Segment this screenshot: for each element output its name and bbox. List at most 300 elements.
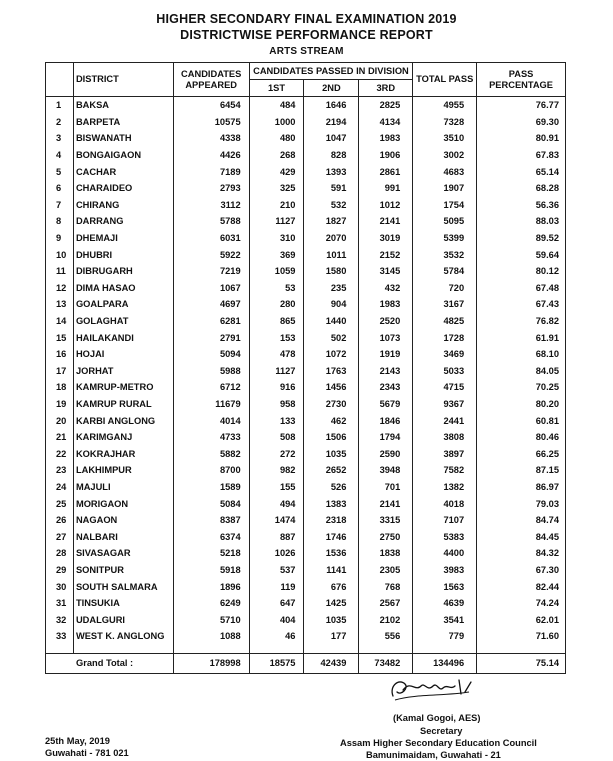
cell-2nd: 177 [304,628,359,645]
signature [385,672,495,706]
cell-1st: 429 [249,163,304,180]
cell-appeared: 4426 [173,147,249,164]
cell-2nd: 235 [304,280,359,297]
cell-3rd: 3145 [359,263,413,280]
cell-2nd: 2730 [304,396,359,413]
table-body [46,97,566,674]
cell-pass-pct: 86.97 [477,479,566,496]
cell-district: KAMRUP RURAL [73,396,173,413]
cell-sl-no: 32 [46,611,74,628]
cell-sl-no: 28 [46,545,74,562]
cell-3rd: 2590 [359,445,413,462]
cell-1st: 268 [249,147,304,164]
cell-pass-pct: 76.77 [477,97,566,114]
table-row [46,197,566,214]
cell-appeared: 1589 [173,479,249,496]
cell-total-pass: 1754 [413,197,477,214]
grand-total-appeared: 178998 [173,653,249,673]
cell-total-pass: 4018 [413,495,477,512]
cell-1st: 369 [249,246,304,263]
cell-district: NALBARI [73,528,173,545]
cell-pass-pct: 67.48 [477,280,566,297]
table-row [46,263,566,280]
cell-1st: 916 [249,379,304,396]
cell-district: GOLAGHAT [73,313,173,330]
cell-2nd: 2070 [304,230,359,247]
cell-3rd: 2343 [359,379,413,396]
cell-sl-no: 11 [46,263,74,280]
cell-sl-no: 22 [46,445,74,462]
cell-total-pass: 3002 [413,147,477,164]
table-row [46,296,566,313]
cell-sl-no: 3 [46,130,74,147]
cell-3rd: 2750 [359,528,413,545]
cell-2nd: 1440 [304,313,359,330]
cell-pass-pct: 80.46 [477,429,566,446]
cell-1st: 647 [249,595,304,612]
cell-3rd: 432 [359,280,413,297]
cell-appeared: 2793 [173,180,249,197]
report-subtitle: DISTRICTWISE PERFORMANCE REPORT [180,28,433,42]
cell-3rd: 1846 [359,412,413,429]
cell-3rd: 2305 [359,562,413,579]
cell-appeared: 5882 [173,445,249,462]
cell-3rd: 2152 [359,246,413,263]
cell-pass-pct: 74.24 [477,595,566,612]
cell-pass-pct: 67.30 [477,562,566,579]
cell-1st: 982 [249,462,304,479]
organization-address: Bamunimaidam, Guwahati - 21 [366,750,501,760]
cell-district: KAMRUP-METRO [73,379,173,396]
cell-total-pass: 9367 [413,396,477,413]
cell-total-pass: 7328 [413,114,477,131]
cell-2nd: 2318 [304,512,359,529]
table-row [46,528,566,545]
cell-sl-no: 12 [46,280,74,297]
cell-district: KARBI ANGLONG [73,412,173,429]
cell-2nd: 1393 [304,163,359,180]
cell-2nd: 1383 [304,495,359,512]
cell-sl-no: 16 [46,346,74,363]
cell-2nd: 1763 [304,363,359,380]
cell-appeared: 8700 [173,462,249,479]
cell-3rd: 1794 [359,429,413,446]
cell-sl-no: 24 [46,479,74,496]
cell-district: DHUBRI [73,246,173,263]
cell-total-pass: 5033 [413,363,477,380]
cell-total-pass: 7582 [413,462,477,479]
cell-sl-no: 19 [46,396,74,413]
cell-total-pass: 779 [413,628,477,645]
cell-1st: 404 [249,611,304,628]
cell-pass-pct: 71.60 [477,628,566,645]
cell-total-pass: 5399 [413,230,477,247]
signatory-title: Secretary [420,726,463,736]
cell-sl-no: 15 [46,329,74,346]
cell-2nd: 828 [304,147,359,164]
col-header-2nd: 2ND [304,80,359,97]
cell-sl-no: 7 [46,197,74,214]
cell-pass-pct: 69.30 [477,114,566,131]
cell-appeared: 5094 [173,346,249,363]
cell-3rd: 1838 [359,545,413,562]
organization-name: Assam Higher Secondary Education Council [340,738,537,748]
table-row [46,379,566,396]
cell-1st: 210 [249,197,304,214]
report-title: HIGHER SECONDARY FINAL EXAMINATION 2019 [156,12,457,26]
cell-3rd: 1906 [359,147,413,164]
cell-district: TINSUKIA [73,595,173,612]
cell-appeared: 11679 [173,396,249,413]
cell-appeared: 4338 [173,130,249,147]
cell-2nd: 1011 [304,246,359,263]
cell-3rd: 1012 [359,197,413,214]
cell-3rd: 3948 [359,462,413,479]
cell-district: CHARAIDEO [73,180,173,197]
cell-1st: 272 [249,445,304,462]
cell-2nd: 462 [304,412,359,429]
cell-sl-no: 5 [46,163,74,180]
cell-total-pass: 1563 [413,578,477,595]
cell-total-pass: 4639 [413,595,477,612]
cell-district: WEST K. ANGLONG [73,628,173,645]
cell-2nd: 591 [304,180,359,197]
cell-pass-pct: 61.91 [477,329,566,346]
table-row [46,578,566,595]
cell-2nd: 904 [304,296,359,313]
cell-3rd: 768 [359,578,413,595]
cell-pass-pct: 67.43 [477,296,566,313]
cell-2nd: 532 [304,197,359,214]
cell-total-pass: 5784 [413,263,477,280]
cell-sl-no: 29 [46,562,74,579]
cell-2nd: 1506 [304,429,359,446]
cell-district: NAGAON [73,512,173,529]
cell-1st: 325 [249,180,304,197]
cell-2nd: 2194 [304,114,359,131]
cell-district: DIBRUGARH [73,263,173,280]
cell-sl-no: 4 [46,147,74,164]
cell-total-pass: 4715 [413,379,477,396]
cell-1st: 1000 [249,114,304,131]
cell-3rd: 2141 [359,213,413,230]
col-header-3rd: 3RD [359,80,413,97]
cell-pass-pct: 84.05 [477,363,566,380]
cell-total-pass: 4955 [413,97,477,114]
performance-table [45,62,566,674]
cell-sl-no: 26 [46,512,74,529]
cell-district: BISWANATH [73,130,173,147]
cell-pass-pct: 87.15 [477,462,566,479]
cell-total-pass: 3469 [413,346,477,363]
cell-district: HAILAKANDI [73,329,173,346]
table-row [46,147,566,164]
cell-1st: 1059 [249,263,304,280]
cell-total-pass: 4825 [413,313,477,330]
cell-pass-pct: 66.25 [477,445,566,462]
cell-2nd: 1035 [304,611,359,628]
cell-3rd: 556 [359,628,413,645]
cell-appeared: 5710 [173,611,249,628]
cell-1st: 537 [249,562,304,579]
table-row [46,313,566,330]
cell-total-pass: 1728 [413,329,477,346]
table-row [46,495,566,512]
cell-sl-no: 31 [46,595,74,612]
cell-2nd: 1035 [304,445,359,462]
grand-total-2nd: 42439 [304,653,359,673]
table-row [46,628,566,645]
cell-2nd: 1746 [304,528,359,545]
cell-3rd: 2825 [359,97,413,114]
cell-appeared: 10575 [173,114,249,131]
cell-2nd: 1536 [304,545,359,562]
cell-total-pass: 3167 [413,296,477,313]
cell-3rd: 991 [359,180,413,197]
cell-total-pass: 3541 [413,611,477,628]
cell-3rd: 4134 [359,114,413,131]
cell-pass-pct: 62.01 [477,611,566,628]
cell-sl-no: 23 [46,462,74,479]
cell-pass-pct: 60.81 [477,412,566,429]
cell-sl-no: 25 [46,495,74,512]
cell-sl-no: 13 [46,296,74,313]
cell-appeared: 5218 [173,545,249,562]
cell-1st: 508 [249,429,304,446]
cell-1st: 53 [249,280,304,297]
cell-total-pass: 4400 [413,545,477,562]
cell-3rd: 1073 [359,329,413,346]
cell-3rd: 2141 [359,495,413,512]
grand-total-row [46,653,566,673]
cell-sl-no: 9 [46,230,74,247]
grand-total-pct: 75.14 [477,653,566,673]
cell-2nd: 1425 [304,595,359,612]
cell-appeared: 5922 [173,246,249,263]
report-date: 25th May, 2019 [45,736,110,746]
cell-appeared: 6281 [173,313,249,330]
cell-pass-pct: 68.10 [477,346,566,363]
cell-district: SIVASAGAR [73,545,173,562]
stream-label: ARTS STREAM [269,46,344,57]
cell-appeared: 5988 [173,363,249,380]
cell-total-pass: 720 [413,280,477,297]
col-header-total-pass: TOTAL PASS [413,63,477,97]
cell-1st: 280 [249,296,304,313]
cell-district: DHEMAJI [73,230,173,247]
cell-district: LAKHIMPUR [73,462,173,479]
cell-pass-pct: 59.64 [477,246,566,263]
cell-appeared: 6249 [173,595,249,612]
cell-appeared: 6031 [173,230,249,247]
cell-total-pass: 3510 [413,130,477,147]
cell-district: MAJULI [73,479,173,496]
cell-total-pass: 3983 [413,562,477,579]
cell-total-pass: 1907 [413,180,477,197]
table-row [46,329,566,346]
cell-appeared: 2791 [173,329,249,346]
cell-3rd: 2520 [359,313,413,330]
cell-1st: 484 [249,97,304,114]
report-place: Guwahati - 781 021 [45,748,129,758]
table-row [46,363,566,380]
cell-district: CHIRANG [73,197,173,214]
cell-3rd: 2861 [359,163,413,180]
cell-district: CACHAR [73,163,173,180]
cell-pass-pct: 84.32 [477,545,566,562]
cell-1st: 865 [249,313,304,330]
cell-pass-pct: 80.12 [477,263,566,280]
cell-pass-pct: 65.14 [477,163,566,180]
cell-pass-pct: 84.45 [477,528,566,545]
table-row [46,396,566,413]
signatory-name: (Kamal Gogoi, AES) [393,713,481,723]
cell-1st: 478 [249,346,304,363]
grand-total-pass: 134496 [413,653,477,673]
cell-appeared: 4014 [173,412,249,429]
cell-sl-no: 18 [46,379,74,396]
cell-sl-no: 21 [46,429,74,446]
table-row [46,346,566,363]
col-header-1st: 1ST [249,80,304,97]
table-row [46,97,566,114]
cell-3rd: 2102 [359,611,413,628]
table-row [46,545,566,562]
cell-pass-pct: 82.44 [477,578,566,595]
cell-sl-no: 14 [46,313,74,330]
cell-district: SONITPUR [73,562,173,579]
cell-district: HOJAI [73,346,173,363]
cell-3rd: 3019 [359,230,413,247]
cell-1st: 119 [249,578,304,595]
cell-1st: 1026 [249,545,304,562]
cell-appeared: 7219 [173,263,249,280]
table-row [46,180,566,197]
cell-total-pass: 3897 [413,445,477,462]
cell-pass-pct: 84.74 [477,512,566,529]
cell-sl-no: 2 [46,114,74,131]
cell-3rd: 1919 [359,346,413,363]
cell-appeared: 5918 [173,562,249,579]
cell-sl-no: 27 [46,528,74,545]
cell-3rd: 2143 [359,363,413,380]
cell-sl-no: 30 [46,578,74,595]
cell-district: GOALPARA [73,296,173,313]
col-header-district: DISTRICT [73,63,173,97]
table-row [46,512,566,529]
cell-pass-pct: 89.52 [477,230,566,247]
cell-district: KOKRAJHAR [73,445,173,462]
cell-1st: 1474 [249,512,304,529]
cell-1st: 153 [249,329,304,346]
cell-sl-no: 33 [46,628,74,645]
cell-3rd: 5679 [359,396,413,413]
cell-total-pass: 4683 [413,163,477,180]
table-row [46,163,566,180]
cell-district: BAKSA [73,97,173,114]
cell-1st: 310 [249,230,304,247]
table-row [46,130,566,147]
cell-2nd: 676 [304,578,359,595]
cell-district: BARPETA [73,114,173,131]
cell-appeared: 7189 [173,163,249,180]
cell-3rd: 2567 [359,595,413,612]
cell-2nd: 2652 [304,462,359,479]
cell-pass-pct: 80.91 [477,130,566,147]
cell-1st: 46 [249,628,304,645]
cell-district: DIMA HASAO [73,280,173,297]
cell-1st: 133 [249,412,304,429]
cell-3rd: 3315 [359,512,413,529]
cell-1st: 494 [249,495,304,512]
cell-appeared: 6374 [173,528,249,545]
cell-district: SOUTH SALMARA [73,578,173,595]
grand-total-label: Grand Total : [46,653,174,673]
cell-2nd: 1827 [304,213,359,230]
cell-total-pass: 7107 [413,512,477,529]
cell-total-pass: 1382 [413,479,477,496]
cell-appeared: 1067 [173,280,249,297]
table-row [46,562,566,579]
cell-total-pass: 5383 [413,528,477,545]
table-row [46,462,566,479]
cell-pass-pct: 76.82 [477,313,566,330]
table-row [46,412,566,429]
cell-2nd: 1456 [304,379,359,396]
cell-1st: 1127 [249,213,304,230]
cell-sl-no: 8 [46,213,74,230]
cell-total-pass: 2441 [413,412,477,429]
cell-1st: 155 [249,479,304,496]
table-row [46,213,566,230]
cell-district: MORIGAON [73,495,173,512]
cell-appeared: 6712 [173,379,249,396]
cell-pass-pct: 68.28 [477,180,566,197]
cell-appeared: 6454 [173,97,249,114]
cell-appeared: 8387 [173,512,249,529]
table-row [46,595,566,612]
table-row [46,114,566,131]
cell-2nd: 1072 [304,346,359,363]
grand-total-1st: 18575 [249,653,304,673]
cell-appeared: 3112 [173,197,249,214]
cell-2nd: 1141 [304,562,359,579]
cell-2nd: 1646 [304,97,359,114]
cell-3rd: 1983 [359,130,413,147]
table-row [46,246,566,263]
cell-sl-no: 10 [46,246,74,263]
cell-1st: 887 [249,528,304,545]
cell-appeared: 5788 [173,213,249,230]
grand-total-3rd: 73482 [359,653,413,673]
col-header-division-group: CANDIDATES PASSED IN DIVISION [249,63,413,80]
cell-appeared: 4733 [173,429,249,446]
cell-appeared: 4697 [173,296,249,313]
cell-pass-pct: 80.20 [477,396,566,413]
cell-sl-no: 17 [46,363,74,380]
cell-2nd: 1580 [304,263,359,280]
cell-district: DARRANG [73,213,173,230]
table-row [46,611,566,628]
col-header-pass-percentage: PASS PERCENTAGE [477,63,566,97]
cell-district: UDALGURI [73,611,173,628]
cell-3rd: 1983 [359,296,413,313]
cell-pass-pct: 56.36 [477,197,566,214]
cell-district: BONGAIGAON [73,147,173,164]
cell-2nd: 502 [304,329,359,346]
cell-appeared: 1088 [173,628,249,645]
cell-1st: 1127 [249,363,304,380]
